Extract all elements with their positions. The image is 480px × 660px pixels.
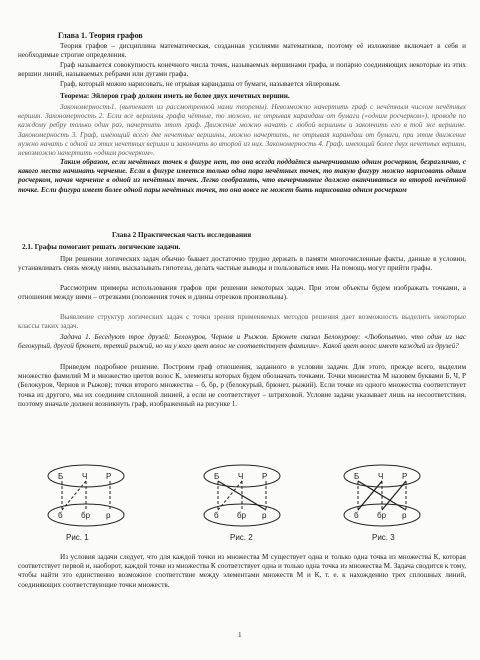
structure-paragraph: Выявление структур логических задач с точки зрения применяемых методов решения дает возможность выделить некоторые классы таких задач. bbox=[18, 313, 466, 331]
edge-solid bbox=[218, 481, 266, 510]
definition-euler-graph: Граф, который можно нарисовать, не отрывая карандаша от бумаги, называется эйлеровым. bbox=[60, 80, 341, 88]
conclusion-paragraph: Таким образом, если нечётных точек в фигуре нет, то она всегда поддаётся вычерчиванию одним росчерком, безразлично, с какого места начинать черчение. Если в фигуре имеется только одна пара нечётных точек, то такую фигуру можно нарисовать одним росчерком, начав черчение в одной из нечётных точек. Легко сообразить, что вычерчивание должно оканчиваться во второй нечётной точке. Если фигура имеет более одной пары нечётных точек, то она вовсе не может быть нарисована одним росчерком bbox=[18, 158, 466, 194]
vertex-label: б bbox=[58, 511, 63, 520]
task1-paragraph: Задача 1. Беседуют трое друзей: Белокуров, Чернов и Рыжов. Брюнет сказал Белокурову: «Любопытно, что один из нас белокурый, другой брюнет, третий рыжий, но ни у кого цвет волос не соответствует фамилии». Какой цвет волос имеет каждый из друзей? bbox=[18, 333, 466, 351]
figure-caption: Рис. 2 bbox=[230, 533, 253, 542]
vertex-label: Ч bbox=[82, 472, 88, 481]
figure-2 bbox=[204, 465, 280, 542]
intro-paragraph: При решении логических задач обычно бывает достаточно трудно держать в памяти многочисленные факты, данные в условии, устанавливать связь между ними, высказывать гипотезы, делать частные выводы и пользоваться ими. На помощь могут прийти графы. bbox=[18, 255, 466, 273]
vertex-label: Ч bbox=[378, 472, 384, 481]
vertex-label: Р bbox=[402, 472, 408, 481]
vertex-label: р bbox=[402, 511, 407, 520]
vertex-label: бр bbox=[377, 511, 387, 520]
vertex-label: р bbox=[106, 511, 111, 520]
vertex-label: Б bbox=[58, 472, 64, 481]
vertex-label: Ч bbox=[238, 472, 244, 481]
examples-paragraph: Рассмотрим примеры использования графов при решении некоторых задач. При этом объекты будем изображать точками, а отношения между ними – отрезками (положения точек и длины отрезков произвольны). bbox=[18, 284, 466, 302]
page-number: 1 bbox=[238, 631, 242, 639]
vertex-label: б bbox=[214, 511, 219, 520]
figure-3 bbox=[344, 465, 420, 542]
figure-caption: Рис. 1 bbox=[66, 533, 89, 542]
vertex-label: Р bbox=[262, 472, 268, 481]
vertex-label: б bbox=[354, 511, 359, 520]
vertex-label: Б bbox=[354, 472, 360, 481]
chapter1-title: Глава 1. Теория графов bbox=[58, 31, 143, 40]
edge-solid bbox=[358, 481, 406, 510]
solution-paragraph: Приведем подробное решение. Построим граф отношения, заданного в условии задачи. Для этого, прежде всего, выделим множество фамилий М и множество цветов волос К, элементы которых будем обозначать точками. Точки множества М назовем буквами Б, Ч, Р (Белокуров, Чернов и Рыжов); точки второго множества – б, бр, р (белокурый, брюнет, рыжий). Если точке из одного множества соответствует точка из другого, мы их соединим сплошной линией, а если не соответствует – штриховой. Условие задачи указывает лишь на несоответствия, поэтому вначале должен возникнуть граф, изображенный на рисунке 1. bbox=[18, 363, 466, 408]
vertex-label: р bbox=[262, 511, 267, 520]
chapter2-title: Глава 2 Практическая часть исследования bbox=[112, 231, 252, 239]
vertex-label: Р bbox=[106, 472, 112, 481]
figure-1 bbox=[48, 465, 124, 542]
section-title: 2.1. Графы помогают решать логические задачи. bbox=[22, 243, 181, 251]
final-paragraph: Из условия задачи следует, что для каждой точки из множества М существует одна и только одна точка из множества К, которая соответствует первой и, наоборот, каждой точке из множества К соответствует одна и только одна точка из множества М. Задача сводится к тому, чтобы найти это единственно возможное соответствие между элементами множеств М и К, т. е. к нахождению трех сплошных линий, соединяющих соответствующие точки множеств. bbox=[18, 553, 466, 589]
definition-graph-theory: Теория графов – дисциплина математическая, созданная усилиями математиков, поэтому её изложение включает в себя и необходимые строгие определения. bbox=[18, 42, 466, 60]
definition-graph: Граф называется совокупность конечного числа точек, называемых вершинами графа, и попарно соединяющих некоторые из этих вершин линий, называемых ребрами или дугами графа. bbox=[18, 61, 466, 79]
vertex-label: Б bbox=[214, 472, 220, 481]
vertex-label: бр bbox=[237, 511, 247, 520]
euler-theorem: Теорема: Эйлеров граф должен иметь не более двух нечетных вершин. bbox=[60, 92, 290, 100]
regularities-paragraph: Закономерность1. (вытекает из рассмотренной нами теоремы). Невозможно начертить граф с нечётным числом нечётных вершин. Закономерность 2. Если все вершины графа чётные, то можно, не отрывая карандаш от бумаги («одним росчерком»), проводя по каждому ребру только один раз, начертить этот граф. Движение можно начать с любой вершины и закончить его в той же вершине. Закономерность 3. Граф, имеющий всего две нечетные вершины, можно начертить, не отрывая карандаш от бумаги, при этом движение нужно начать с одной из этих нечетных вершин и закончить во второй из них. Закономерность 4. Граф, имеющий более двух нечетных вершин, невозможно начертить «одним росчерком». bbox=[18, 103, 466, 158]
figure-caption: Рис. 3 bbox=[372, 533, 395, 542]
vertex-label: бр bbox=[81, 511, 91, 520]
